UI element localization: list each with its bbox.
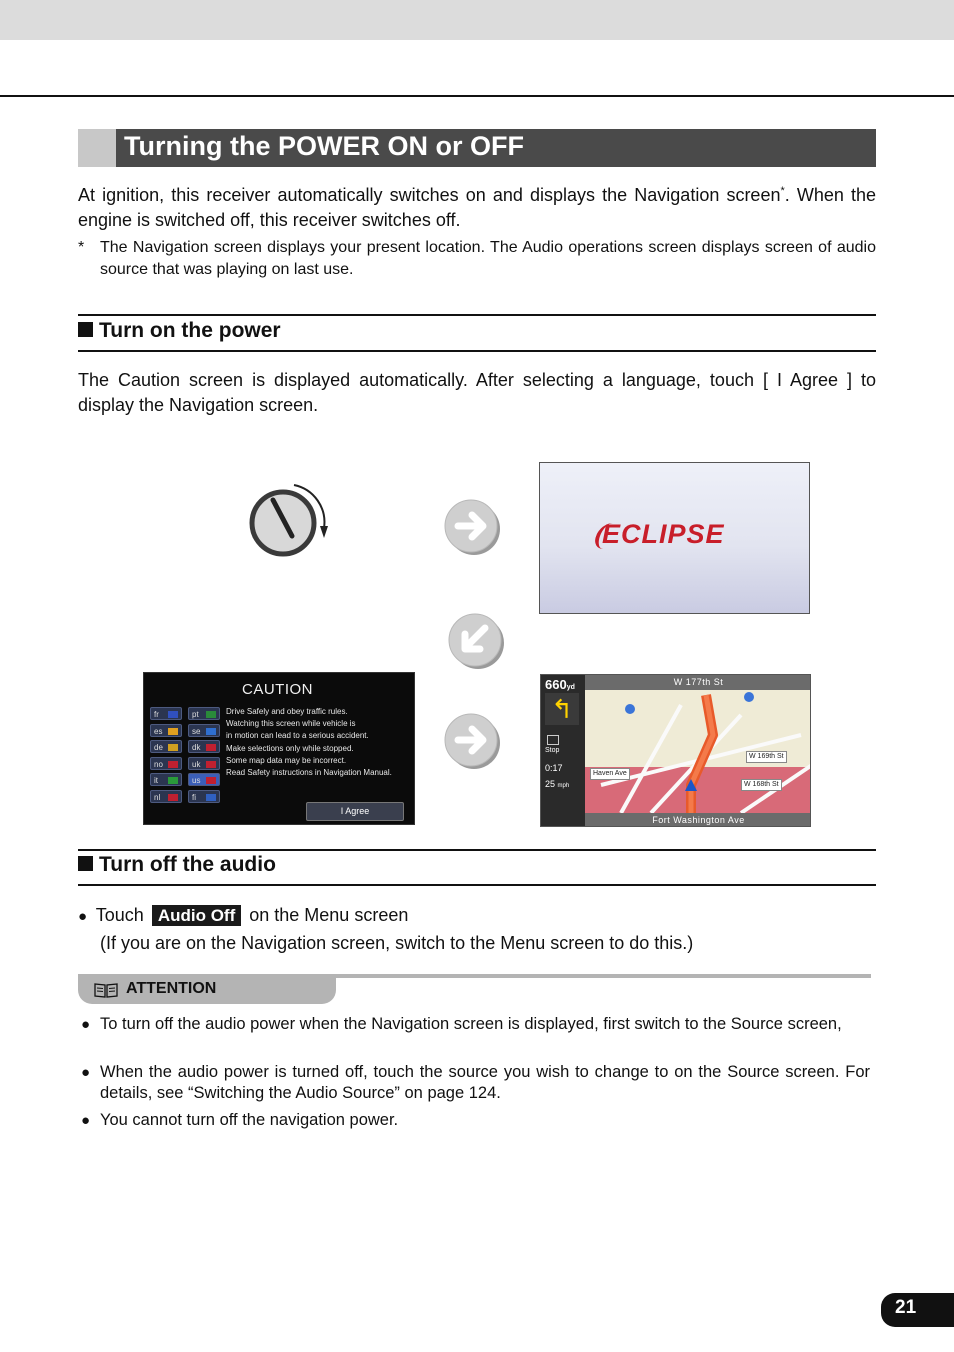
section-audio-heading <box>78 852 276 878</box>
language-button-se[interactable]: se <box>188 724 220 737</box>
section-audio-heading-text: Turn off the audio <box>99 853 276 876</box>
stop-button[interactable]: Stop <box>545 733 579 757</box>
language-button-no[interactable]: no <box>150 757 182 770</box>
nav-sidebar <box>541 675 585 827</box>
attention-item-text: You cannot turn off the navigation power. <box>100 1111 399 1129</box>
audio-instruction-note: (If you are on the Navigation screen, switch to the Menu screen to do this.) <box>100 933 694 953</box>
section-power-top-rule <box>78 314 876 316</box>
square-bullet-icon <box>78 322 93 337</box>
language-button-uk[interactable]: uk <box>188 757 220 770</box>
section-audio-bottom-rule <box>78 884 876 886</box>
bullet-icon: ● <box>81 1112 91 1129</box>
section-power-body: The Caution screen is displayed automatically. After selecting a language, touch [ I Agree ] to display the Navigation screen. <box>78 370 876 415</box>
attention-item <box>78 1062 870 1104</box>
intro-text: At ignition, this receiver automatically switches on and displays the Navigation screen <box>78 185 781 205</box>
intro-footnote-marker: * <box>780 185 785 197</box>
eta-readout: 0:17 <box>545 763 563 773</box>
navigation-screen <box>540 674 811 827</box>
attention-item-text: When the audio power is turned off, touch the source you wish to change to on the Source screen. For details, see “Switching the Audio Source” on page 124. <box>100 1063 870 1102</box>
stop-icon <box>547 735 559 745</box>
street-label: W 168th St <box>741 779 782 791</box>
footnote-text: The Navigation screen displays your present location. The Audio operations screen displays screen of audio source that was playing on last use. <box>100 239 876 278</box>
language-button-pt[interactable]: pt <box>188 707 220 720</box>
page-number: 21 <box>881 1293 954 1327</box>
section-power-heading-text: Turn on the power <box>99 319 281 342</box>
caution-line: in motion can lead to a serious accident. <box>226 731 369 741</box>
intro-text-continued: . When the engine is switched off, this receiver switches off. <box>78 185 877 230</box>
bullet-icon: ● <box>81 1064 91 1081</box>
street-label: Haven Ave <box>590 768 630 780</box>
right-arrow-icon <box>442 711 504 773</box>
header-band <box>0 0 954 40</box>
header-rule <box>0 95 954 97</box>
caution-line: Read Safety instructions in Navigation Manual. <box>226 768 392 778</box>
next-street-label: W 177th St <box>585 675 811 690</box>
street-label: W 169th St <box>746 751 787 763</box>
eclipse-splash-screen <box>539 462 810 614</box>
section-audio-top-rule <box>78 849 876 851</box>
footnote-marker: * <box>78 239 85 256</box>
page-title: Turning the POWER ON or OFF <box>124 131 524 161</box>
touch-suffix: on the Menu screen <box>249 905 409 925</box>
caution-line: Some map data may be incorrect. <box>226 755 347 765</box>
section-power-heading <box>78 318 281 344</box>
speed-readout: 25 mph <box>545 779 570 789</box>
current-street-label: Fort Washington Ave <box>585 813 811 827</box>
book-icon <box>94 982 118 998</box>
footnote <box>78 237 876 281</box>
intro-paragraph <box>78 179 876 233</box>
language-button-it[interactable]: it <box>150 773 182 786</box>
language-button-es[interactable]: es <box>150 724 182 737</box>
language-button-nl[interactable]: nl <box>150 790 182 803</box>
caution-message <box>226 706 411 779</box>
turn-left-icon: ↰ <box>545 693 579 725</box>
eclipse-logo: ECLIPSE <box>602 519 725 549</box>
language-button-us[interactable]: us <box>188 773 220 786</box>
touch-prefix: Touch <box>95 905 144 925</box>
audio-off-button[interactable]: Audio Off <box>152 905 241 926</box>
caution-line: Make selections only while stopped. <box>226 743 354 753</box>
attention-item <box>78 1110 870 1131</box>
language-button-dk[interactable]: dk <box>188 740 220 753</box>
i-agree-button[interactable]: I Agree <box>306 802 404 821</box>
caution-screen <box>143 672 415 825</box>
attention-item <box>78 1014 870 1035</box>
caution-title: CAUTION <box>242 681 313 698</box>
down-left-arrow-icon <box>445 610 507 672</box>
attention-item-text: To turn off the audio power when the Navigation screen is displayed, first switch to the Source screen, <box>100 1015 842 1033</box>
square-bullet-icon <box>78 856 93 871</box>
bullet-icon: ● <box>78 908 88 925</box>
right-arrow-icon <box>442 497 504 559</box>
language-button-fi[interactable]: fi <box>188 790 220 803</box>
distance-readout: 660yd <box>545 677 575 692</box>
audio-instruction <box>78 903 408 929</box>
section-power-bottom-rule <box>78 350 876 352</box>
attention-label: ATTENTION <box>126 980 217 997</box>
language-button-de[interactable]: de <box>150 740 182 753</box>
ignition-key-icon <box>244 478 336 562</box>
bullet-icon: ● <box>81 1016 91 1033</box>
caution-line: Watching this screen while vehicle is <box>226 719 356 729</box>
caution-line: Drive Safely and obey traffic rules. <box>226 707 348 716</box>
language-button-fr[interactable]: fr <box>150 707 182 720</box>
